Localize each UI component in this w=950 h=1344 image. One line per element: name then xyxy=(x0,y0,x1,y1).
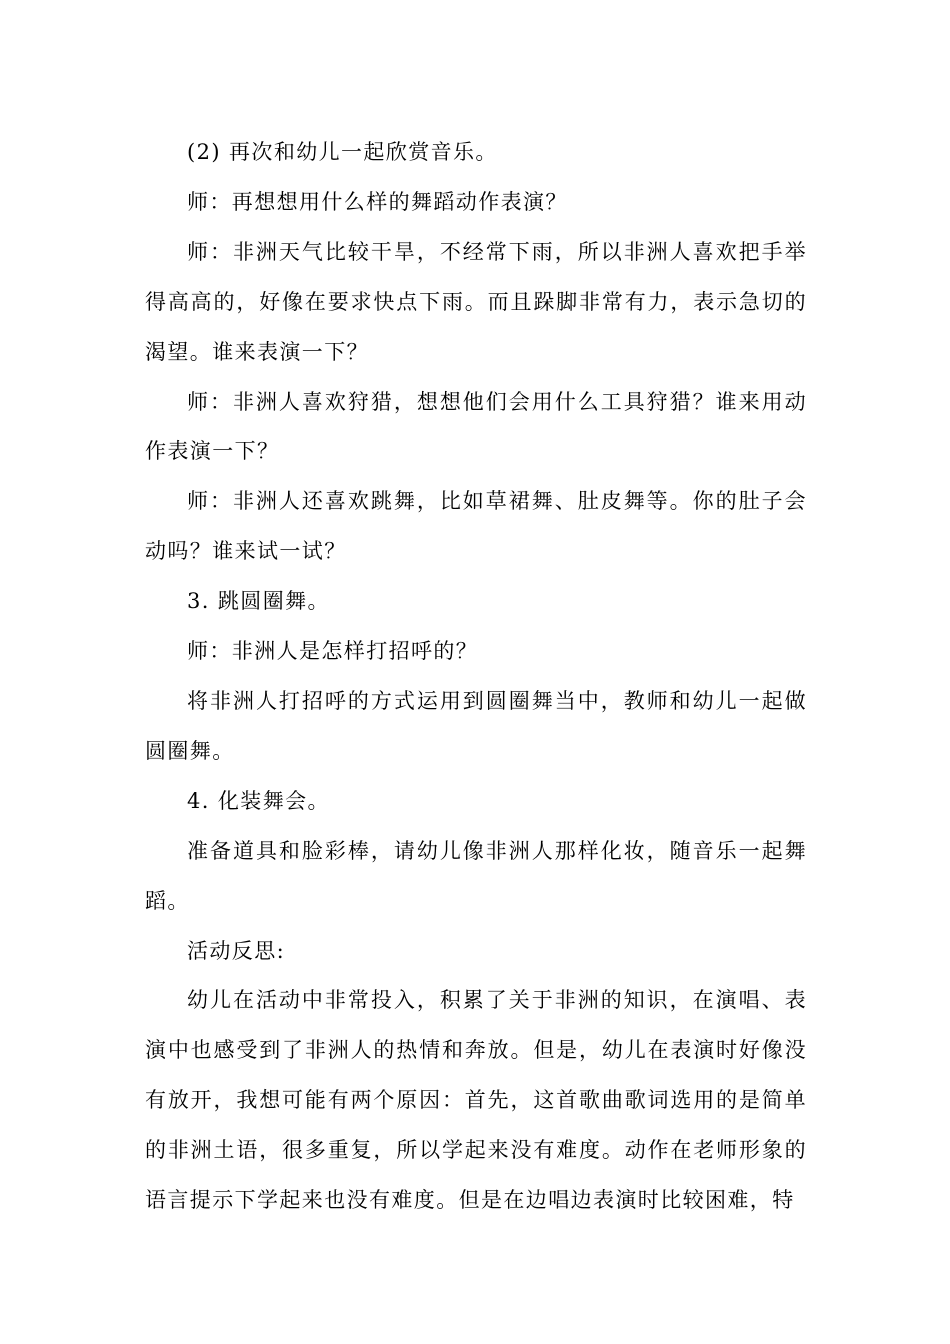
paragraph: 师：非洲人喜欢狩猎，想想他们会用什么工具狩猎？谁来用动作表演一下？ xyxy=(145,389,807,464)
paragraph: 师：非洲人还喜欢跳舞，比如草裙舞、肚皮舞等。你的肚子会动吗？谁来试一试？ xyxy=(145,489,807,564)
section-heading: 4. 化装舞会。 xyxy=(187,788,330,813)
paragraph: 将非洲人打招呼的方式运用到圆圈舞当中，教师和幼儿一起做圆圈舞。 xyxy=(145,688,807,763)
section-heading: 3. 跳圆圈舞。 xyxy=(187,589,330,614)
paragraph: 师：非洲天气比较干旱，不经常下雨，所以非洲人喜欢把手举得高高的，好像在要求快点下雨。而且跺脚非常有力，表示急切的渴望。谁来表演一下？ xyxy=(145,239,807,364)
section-heading: 活动反思: xyxy=(187,938,286,963)
paragraph: 师：再想想用什么样的舞蹈动作表演？ xyxy=(187,189,568,214)
paragraph: 幼儿在活动中非常投入，积累了关于非洲的知识，在演唱、表演中也感受到了非洲人的热情和奔放。但是，幼儿在表演时好像没有放开，我想可能有两个原因：首先，这首歌曲歌词选用的是简单的非洲土语，很多重复，所以学起来没有难度。动作在老师形象的语言提示下学起来也没有难度。但是在边唱边表演时比较困难，特 xyxy=(145,988,807,1213)
paragraph: 师：非洲人是怎样打招呼的？ xyxy=(187,639,479,664)
paragraph: (2) 再次和幼儿一起欣赏音乐。 xyxy=(187,140,498,164)
document-body xyxy=(145,128,807,1226)
paragraph: 准备道具和脸彩棒，请幼儿像非洲人那样化妆，随音乐一起舞蹈。 xyxy=(145,838,807,913)
